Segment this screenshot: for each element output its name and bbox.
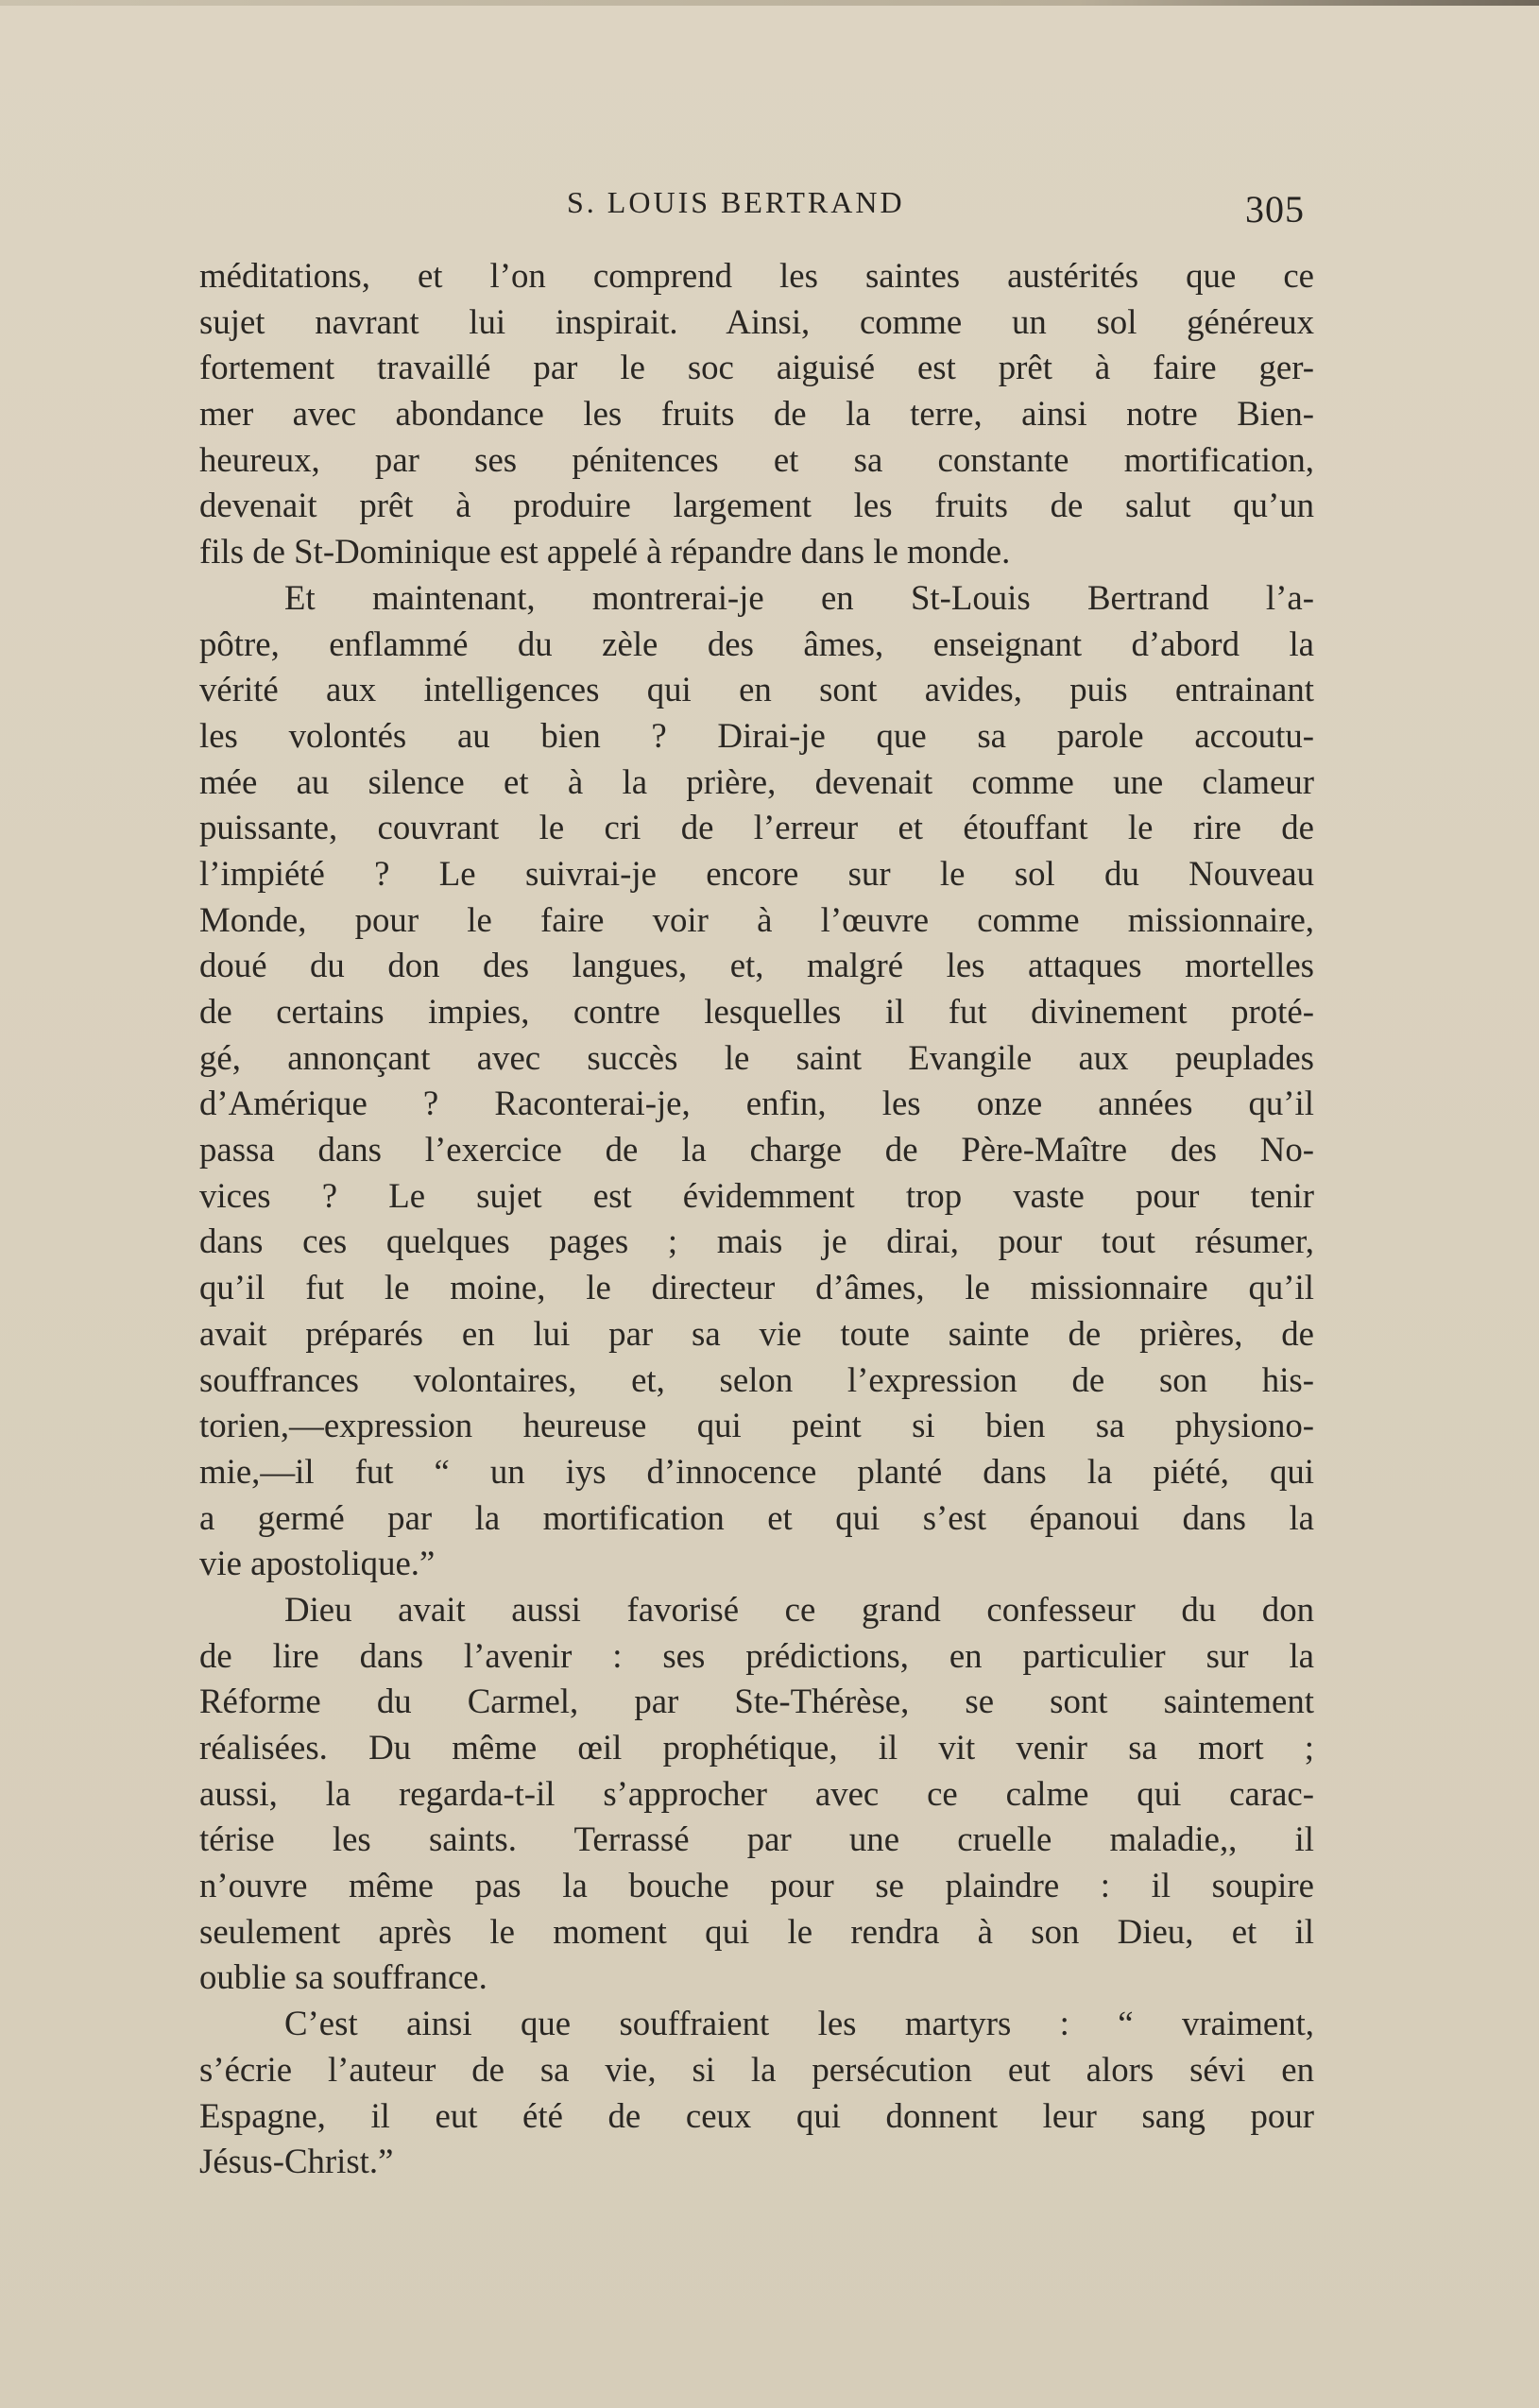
text-line: qu’il fut le moine, le directeur d’âmes, le missionnaire qu’il [199,1268,1314,1307]
text-line: torien,—expression heureuse qui peint si bien sa physiono- [199,1406,1314,1445]
text-line: Jésus-Christ.” [199,2142,394,2181]
text-line: d’Amérique ? Raconterai-je, enfin, les onze années qu’il [199,1084,1314,1123]
text-line: l’impiété ? Le suivrai-je encore sur le sol du Nouveau [199,853,1314,893]
paragraph-start-line: Dieu avait aussi favorisé ce grand confesseur du don [284,1589,1314,1629]
text-line: Monde, pour le faire voir à l’œuvre comme missionnaire, [199,899,1314,939]
text-line: Réforme du Carmel, par Ste-Thérèse, se sont saintement [199,1682,1314,1721]
text-line: aussi, la regarda-t-il s’approcher avec ce calme qui carac- [199,1773,1314,1813]
text-line: de lire dans l’avenir : ses prédictions, en particulier sur la [199,1635,1314,1675]
text-line: fortement travaillé par le soc aiguisé est prêt à faire ger- [199,348,1314,387]
text-line: heureux, par ses pénitences et sa constante mortification, [199,439,1314,479]
text-line: devenait prêt à produire largement les fruits de salut qu’un [199,486,1314,525]
page-top-edge [0,0,1539,6]
running-head [0,185,1539,242]
text-line: mer avec abondance les fruits de la terre, ainsi notre Bien- [199,394,1314,434]
text-line: vie apostolique.” [199,1544,436,1583]
text-line: souffrances volontaires, et, selon l’expression de son his- [199,1359,1314,1399]
text-line: gé, annonçant avec succès le saint Evangile aux peuplades [199,1037,1314,1077]
text-line: pôtre, enflammé du zèle des âmes, enseignant d’abord la [199,623,1314,663]
text-line: dans ces quelques pages ; mais je dirai, pour tout résumer, [199,1221,1314,1261]
text-line: fils de St-Dominique est appelé à répandre dans le monde. [199,532,1011,572]
text-line: avait préparés en lui par sa vie toute sainte de prières, de [199,1313,1314,1353]
text-line: térise les saints. Terrassé par une cruelle maladie,, il [199,1819,1314,1859]
page-number: 305 [1245,188,1305,231]
text-line: mie,—il fut “ un iys d’innocence planté dans la piété, qui [199,1451,1314,1491]
text-line: de certains impies, contre lesquelles il fut divinement proté- [199,992,1314,1031]
body-text [199,253,1314,2185]
text-line: oublie sa souffrance. [199,1957,487,1997]
text-line: sujet navrant lui inspirait. Ainsi, comme un sol généreux [199,301,1314,341]
text-line: puissante, couvrant le cri de l’erreur et étouffant le rire de [199,808,1314,847]
text-line: méditations, et l’on comprend les saintes austérités que ce [199,256,1314,295]
text-line: n’ouvre même pas la bouche pour se plaindre : il soupire [199,1866,1314,1905]
text-line: mée au silence et à la prière, devenait comme une clameur [199,761,1314,801]
text-line: s’écrie l’auteur de sa vie, si la persécution eut alors sévi en [199,2049,1314,2089]
text-line: seulement après le moment qui le rendra à son Dieu, et il [199,1911,1314,1951]
text-line: vices ? Le sujet est évidemment trop vaste pour tenir [199,1175,1314,1215]
paragraph-start-line: C’est ainsi que souffraient les martyrs : “ vraiment, [284,2004,1314,2043]
text-line: les volontés au bien ? Dirai-je que sa parole accoutu- [199,715,1314,755]
text-line: doué du don des langues, et, malgré les attaques mortelles [199,946,1314,985]
running-title: S. LOUIS BERTRAND [567,185,905,219]
text-line: vérité aux intelligences qui en sont avides, puis entrainant [199,670,1314,709]
text-line: a germé par la mortification et qui s’est épanoui dans la [199,1497,1314,1537]
paragraph-start-line: Et maintenant, montrerai-je en St-Louis Bertrand l’a- [284,577,1314,617]
text-line: Espagne, il eut été de ceux qui donnent leur sang pour [199,2095,1314,2135]
text-line: réalisées. Du même œil prophétique, il vit venir sa mort ; [199,1728,1314,1767]
text-line: passa dans l’exercice de la charge de Père-Maître des No- [199,1130,1314,1170]
